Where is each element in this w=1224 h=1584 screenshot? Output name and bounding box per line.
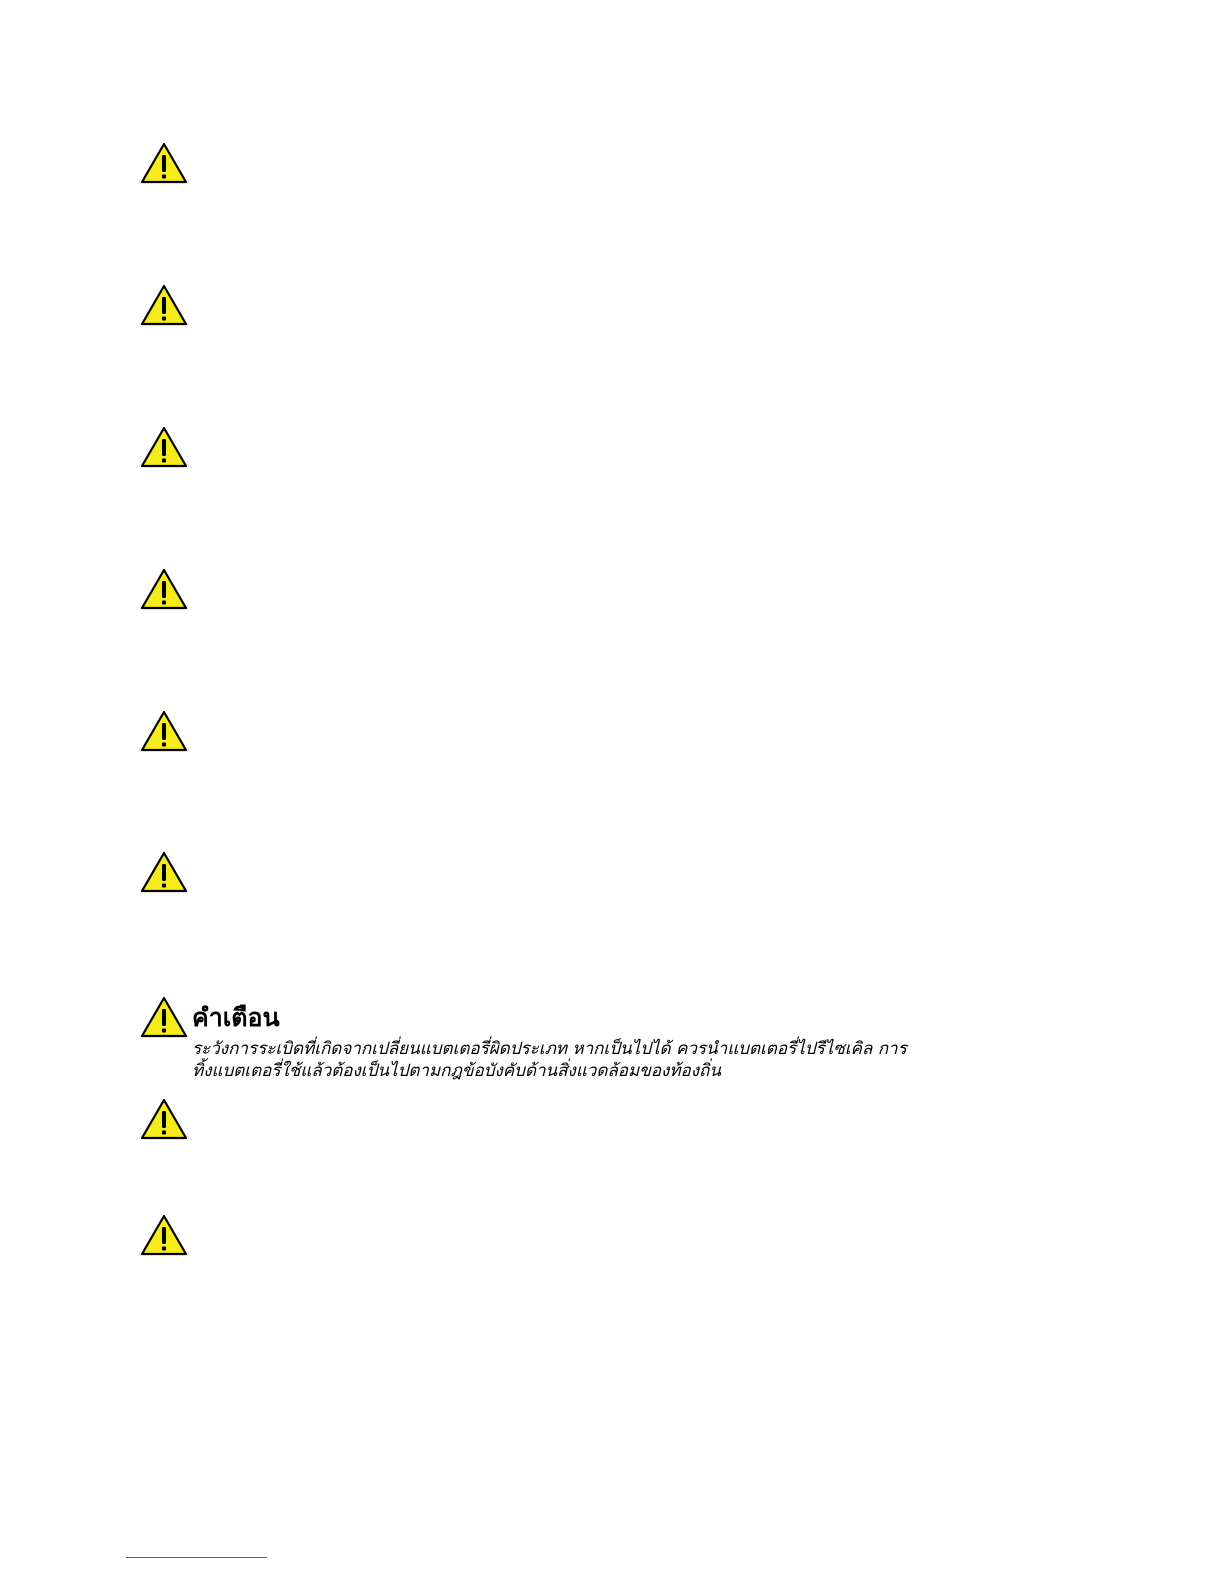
warning-text-line: ระวังการระเบิดที่เกิดจากเปลี่ยนแบตเตอรี่ผิดประเภท หากเป็นไปได้ ควรนำแบตเตอรี่ไปรีไซเคิล การ <box>192 1039 907 1059</box>
warning-triangle-icon <box>140 568 188 610</box>
warning-title: คำเตือน <box>192 1003 280 1032</box>
footnote-divider <box>126 1557 267 1558</box>
warning-text-line: ทิ้งแบตเตอรี่ใช้แล้วต้องเป็นไปตามกฎข้อบังคับด้านสิ่งแวดล้อมของท้องถิ่น <box>192 1061 721 1081</box>
warning-triangle-icon <box>140 710 188 752</box>
warning-triangle-icon <box>140 1098 188 1140</box>
warning-triangle-icon <box>140 851 188 893</box>
warning-triangle-icon <box>140 284 188 326</box>
warning-triangle-icon <box>140 142 188 184</box>
warning-triangle-icon <box>140 996 188 1038</box>
warning-body <box>192 1038 1012 1082</box>
warning-triangle-icon <box>140 426 188 468</box>
warning-triangle-icon <box>140 1214 188 1256</box>
